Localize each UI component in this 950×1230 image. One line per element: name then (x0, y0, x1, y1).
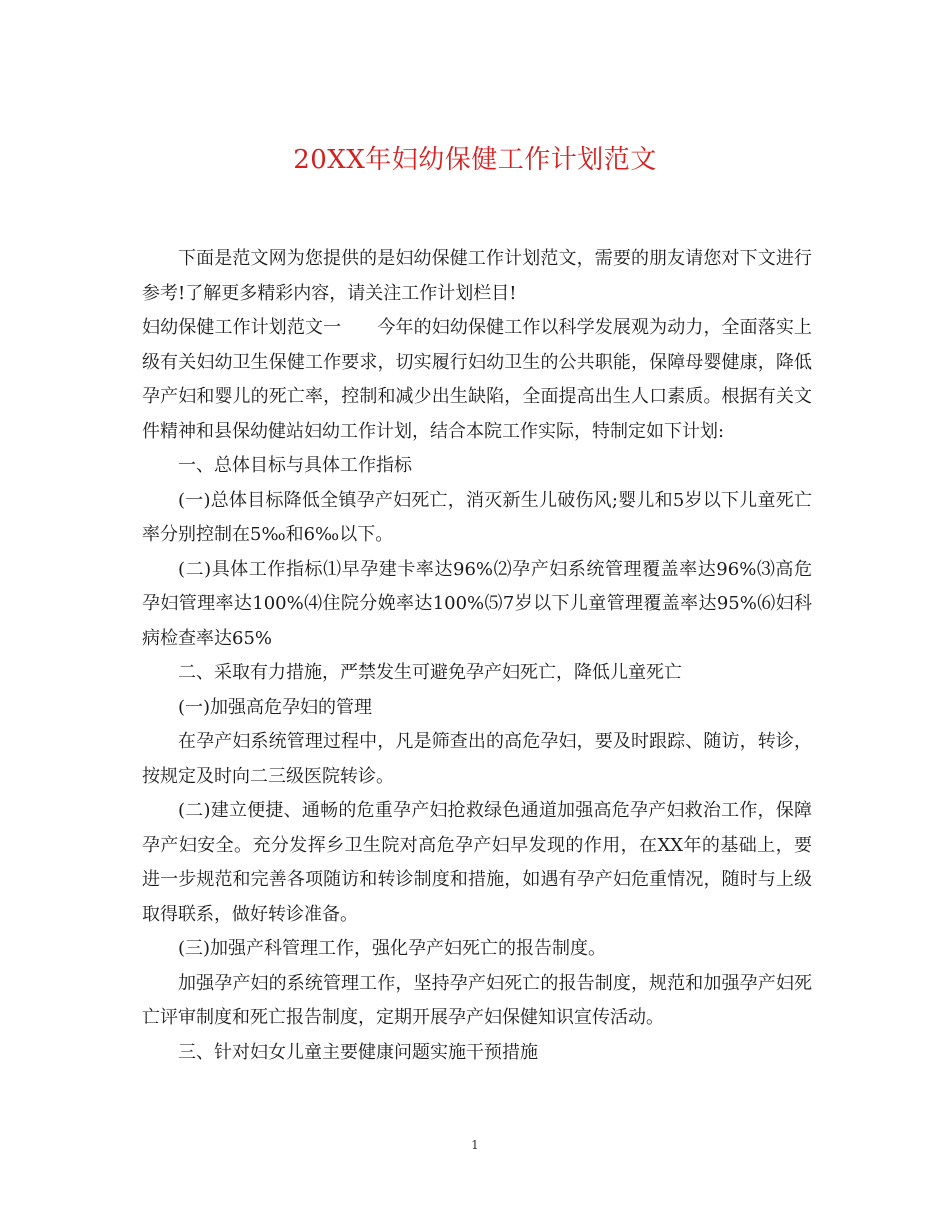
page-number: 1 (471, 1138, 479, 1152)
paragraph: 妇幼保健工作计划范文一 今年的妇幼保健工作以科学发展观为动力，全面落实上级有关妇幼卫生保健工作要求，切实履行妇幼卫生的公共职能，保障母婴健康，降低孕产妇和婴儿的死亡率，控制和减少出生缺陷，全面提高出生人口素质。根据有关文件精神和县保幼健站妇幼工作计划，结合本院工作实际，特制定如下计划: (142, 317, 812, 442)
document-body (142, 242, 812, 1070)
paragraph: 在孕产妇系统管理过程中，凡是筛查出的高危孕妇，要及时跟踪、随访，转诊，按规定及时向二三级医院转诊。 (142, 731, 812, 787)
document-title: 20XX年妇幼保健工作计划范文 (293, 145, 657, 175)
paragraph: (二)具体工作指标⑴早孕建卡率达96%⑵孕产妇系统管理覆盖率达96%⑶高危孕妇管理率达100%⑷住院分娩率达100%⑸7岁以下儿童管理覆盖率达95%⑹妇科病检查率达65% (142, 558, 812, 649)
paragraph: 下面是范文网为您提供的是妇幼保健工作计划范文，需要的朋友请您对下文进行参考!了解更多精彩内容，请关注工作计划栏目! (142, 248, 812, 304)
paragraph: 一、总体目标与具体工作指标 (178, 455, 412, 476)
paragraph: 加强孕产妇的系统管理工作，坚持孕产妇死亡的报告制度，规范和加强孕产妇死亡评审制度和死亡报告制度，定期开展孕产妇保健知识宣传活动。 (142, 972, 812, 1028)
paragraph: (三)加强产科管理工作，强化孕产妇死亡的报告制度。 (178, 938, 607, 959)
paragraph: 二、采取有力措施，严禁发生可避免孕产妇死亡，降低儿童死亡 (178, 662, 682, 683)
paragraph: 三、针对妇女儿童主要健康问题实施干预措施 (178, 1041, 538, 1063)
paragraph: (二)建立便捷、通畅的危重孕产妇抢救绿色通道加强高危孕产妇救治工作，保障孕产妇安全。充分发挥乡卫生院对高危孕产妇早发现的作用，在XX年的基础上，要进一步规范和完善各项随访和转诊制度和措施，如遇有孕产妇危重情况，随时与上级取得联系，做好转诊准备。 (142, 800, 812, 925)
paragraph: (一)加强高危孕妇的管理 (178, 696, 373, 718)
paragraph: (一)总体目标降低全镇孕产妇死亡，消灭新生儿破伤风;婴儿和5岁以下儿童死亡率分别控制在5‰和6‰以下。 (142, 489, 812, 545)
